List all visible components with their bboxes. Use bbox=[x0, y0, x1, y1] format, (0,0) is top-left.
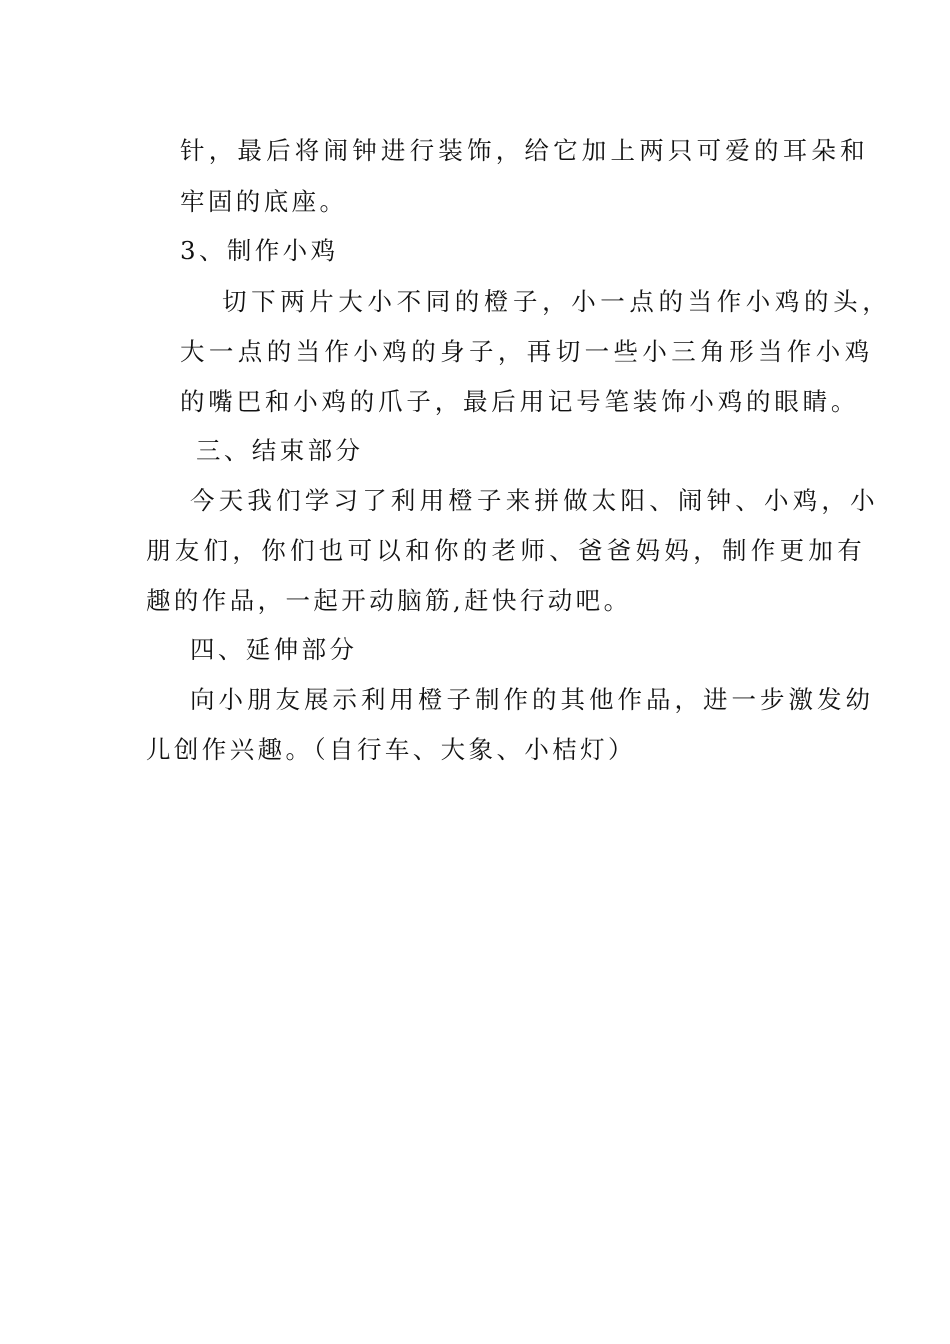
paragraph-line: 趣的作品，一起开动脑筋,赶快行动吧。 bbox=[146, 586, 632, 615]
section-heading: 3、制作小鸡 bbox=[180, 236, 339, 265]
paragraph-line: 切下两片大小不同的橙子，小一点的当作小鸡的头， bbox=[222, 287, 892, 316]
paragraph-line: 大一点的当作小鸡的身子，再切一些小三角形当作小鸡 bbox=[180, 337, 874, 366]
paragraph-line: 针，最后将闹钟进行装饰，给它加上两只可爱的耳朵和 bbox=[180, 136, 869, 165]
paragraph-line: 今天我们学习了利用橙子来拼做太阳、闹钟、小鸡，小 bbox=[190, 486, 879, 515]
section-heading: 四、延伸部分 bbox=[190, 635, 358, 664]
paragraph-line: 儿创作兴趣。（自行车、大象、小桔灯） bbox=[146, 735, 636, 764]
paragraph-line: 的嘴巴和小鸡的爪子，最后用记号笔装饰小鸡的眼睛。 bbox=[180, 387, 860, 416]
section-heading: 三、结束部分 bbox=[196, 436, 364, 465]
paragraph-line: 朋友们，你们也可以和你的老师、爸爸妈妈，制作更加有 bbox=[146, 536, 866, 565]
paragraph-line: 牢固的底座。 bbox=[180, 187, 348, 216]
paragraph-line: 向小朋友展示利用橙子制作的其他作品，进一步激发幼 bbox=[190, 685, 874, 714]
